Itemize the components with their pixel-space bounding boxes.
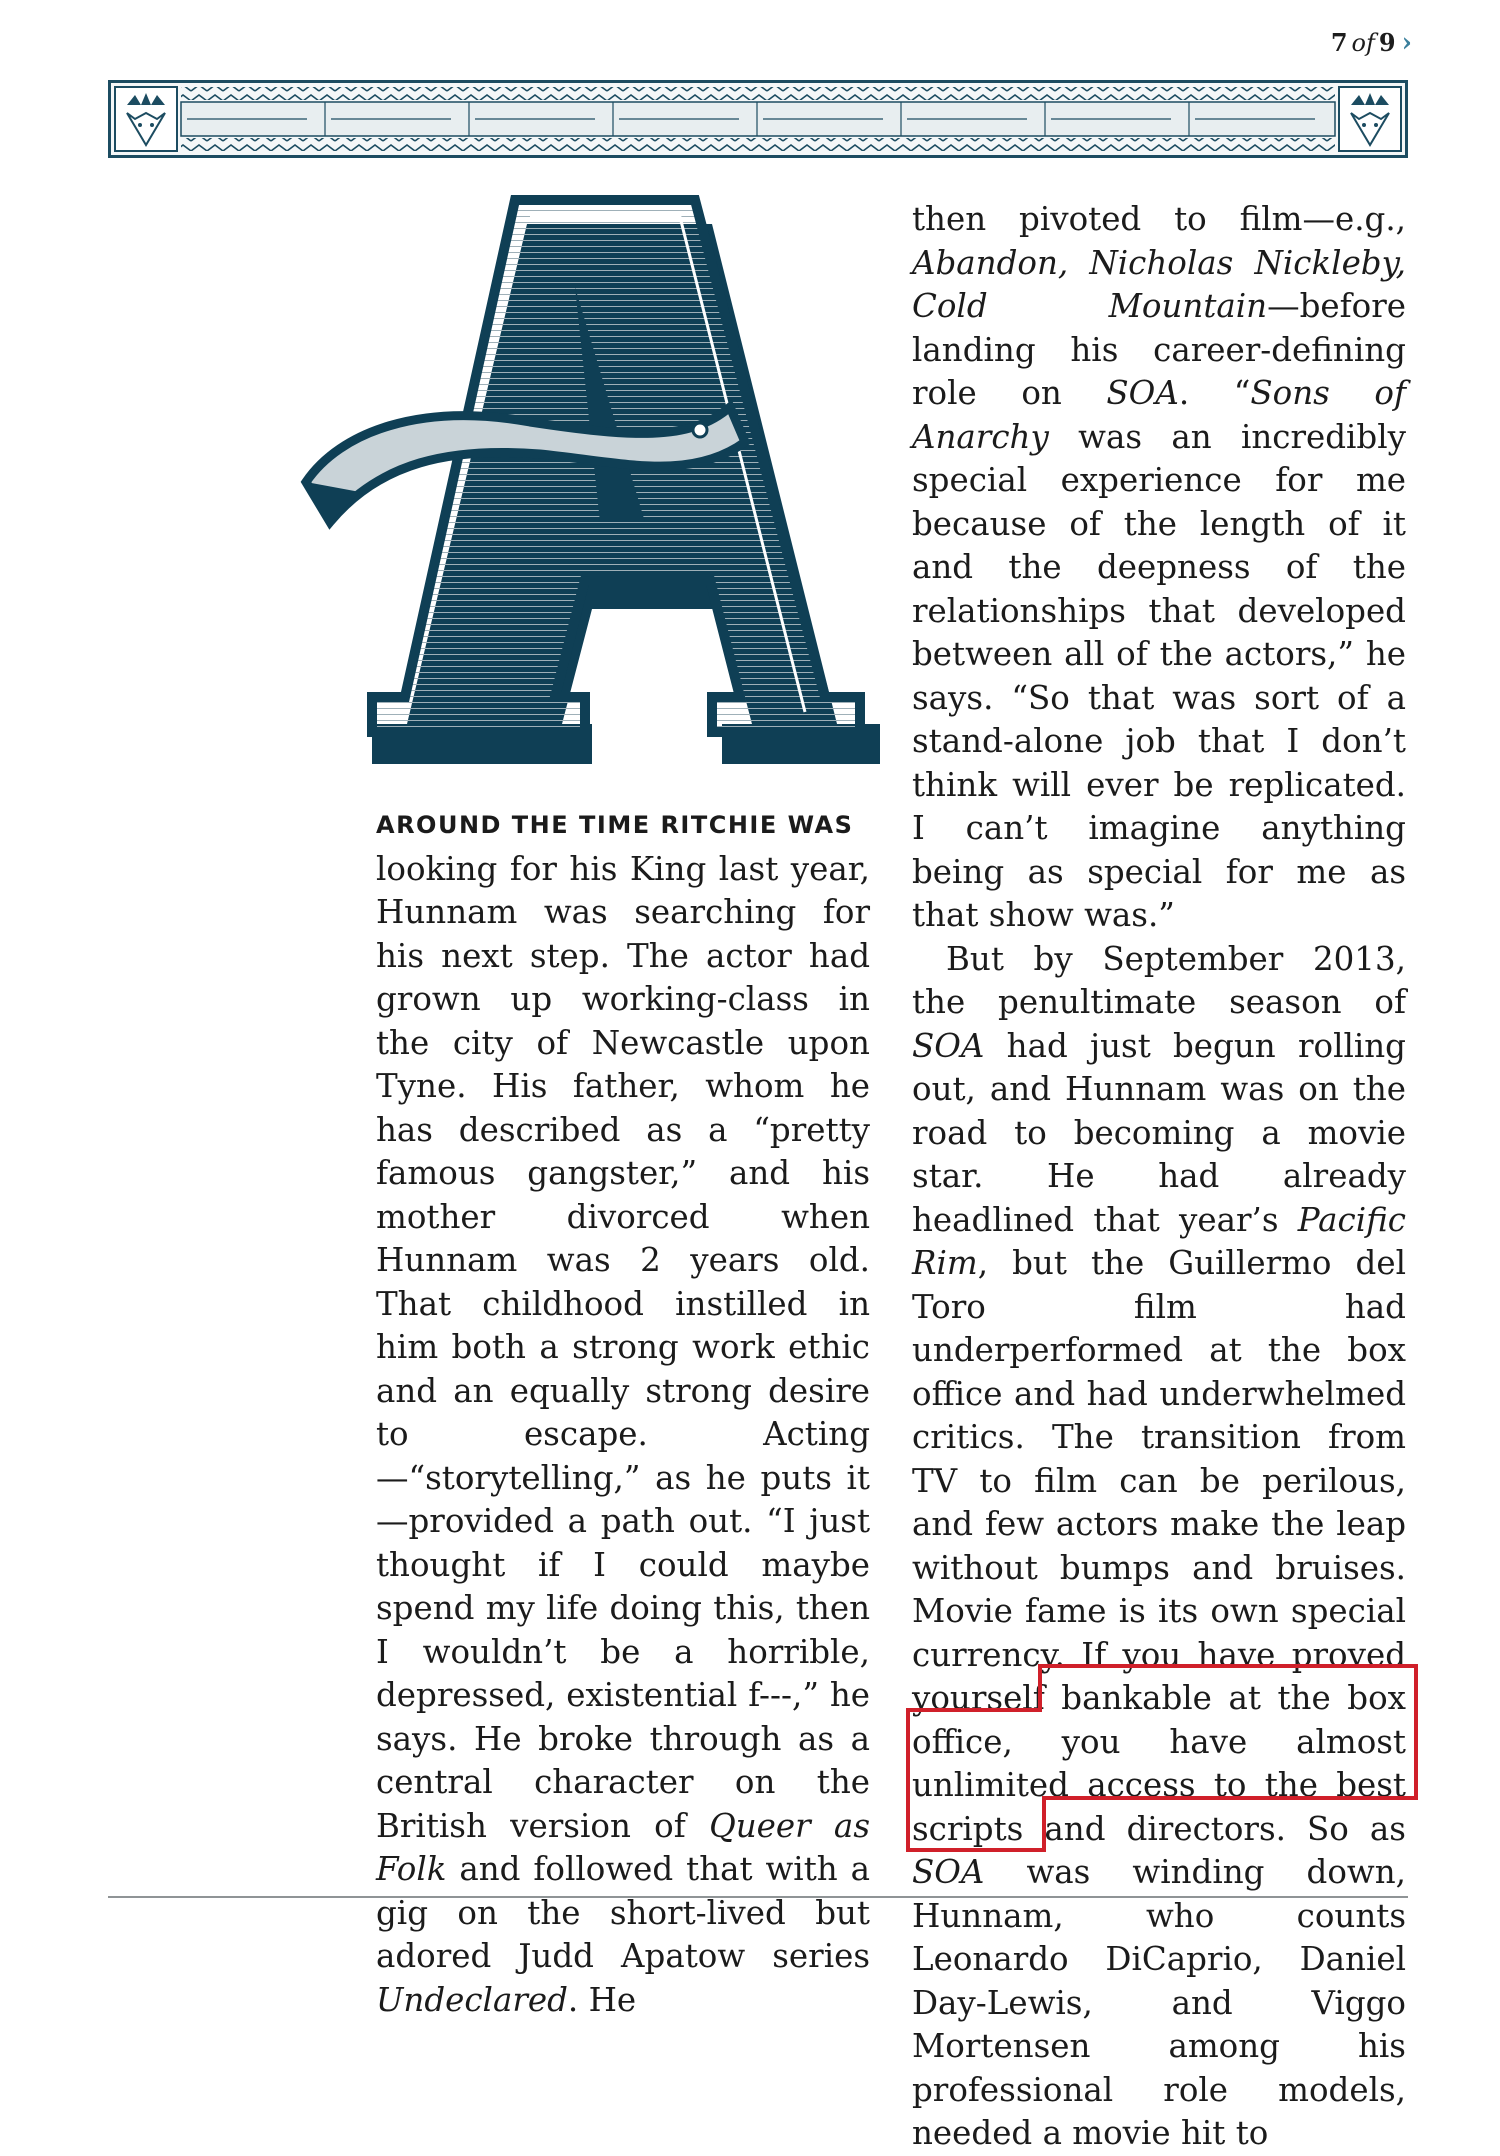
bottom-divider (108, 1896, 1408, 1898)
film-titles: Abandon, Nicholas Nickleby, Cold Mountain (912, 243, 1406, 325)
page-of-label: of (1351, 29, 1375, 57)
body-text: had just begun rolling out, and Hunnam was on the road to becoming a movie star. He had already headlined that year’s (912, 1026, 1406, 1239)
show-title: Undeclared (376, 1980, 568, 2019)
show-title: Queer as Folk (376, 1806, 870, 1888)
article-column-right (912, 198, 1406, 2156)
paragraph (912, 938, 1406, 2156)
body-text: looking for his King last year, Hunnam was searching for his next step. The actor had grown up working-class in the city of Newcastle upon Tyne. His father, whom he has described as a “pretty famous gangster,” and his mother divorced when Hunnam was 2 years old. That childhood instilled in him both a strong work ethic and an equally strong desire to escape. Acting—“storytelling,” as he puts it—provided a path out. “I just thought if I could maybe spend my life doing this, then I wouldn’t be a horrible, depressed, existential f---,” he says. He broke through as a central character on the British version of (376, 849, 870, 1845)
lead-in: AROUND THE TIME RITCHIE WAS (376, 811, 854, 839)
article-column-left (376, 804, 870, 2022)
drop-cap-letter (300, 192, 880, 772)
fox-crest-icon (115, 87, 177, 151)
fox-crest-icon (1339, 87, 1401, 151)
current-page: 7 (1330, 28, 1348, 57)
body-text: was an incredibly special experience for me because of the length of it and the deepness of the relationships that developed between all of the actors,” he says. “So that was sort of a stand-alone job that I don’t think will ever be replicated. I can’t imagine anything being as special for me as that show was.” (912, 417, 1406, 934)
total-pages: 9 (1378, 28, 1396, 57)
body-text: But by September 2013, the penultimate season of (912, 939, 1406, 1021)
paragraph (912, 198, 1406, 938)
film-title: Pacific Rim (912, 1200, 1406, 1282)
body-text: . “ (1178, 374, 1251, 412)
show-title: SOA (1106, 374, 1179, 412)
page-indicator (1331, 28, 1412, 58)
ornamental-banner (108, 80, 1408, 158)
body-text: . He (567, 1980, 637, 2019)
body-text: and followed that with a gig on the short-lived but adored Judd Apatow series (376, 1850, 870, 1975)
show-title: SOA (912, 1026, 985, 1065)
show-title: Sons of Anarchy (912, 374, 1406, 456)
chevron-right-icon[interactable]: › (1401, 28, 1412, 58)
body-text: —before landing his career-defining role on (912, 287, 1406, 412)
show-title: SOA (912, 1853, 985, 1891)
body-text: was winding down, Hunnam, who counts Leonardo DiCaprio, Daniel Day-Lewis, and Viggo Mortensen among his professional role models, needed a movie hit to (912, 1853, 1406, 2152)
body-text: then pivoted to film—e.g., (912, 200, 1406, 238)
body-text: , but the Guillermo del Toro film had underperformed at the box office and had underwhelmed critics. The transition from TV to film can be perilous, and few actors make the leap without bumps and bruises. Movie fame is its own special currency. If you have proved yourself bankable at the box office, you have almost unlimited access to the best scripts and directors. So as (912, 1244, 1406, 1848)
highlight-box (904, 1660, 1424, 1856)
